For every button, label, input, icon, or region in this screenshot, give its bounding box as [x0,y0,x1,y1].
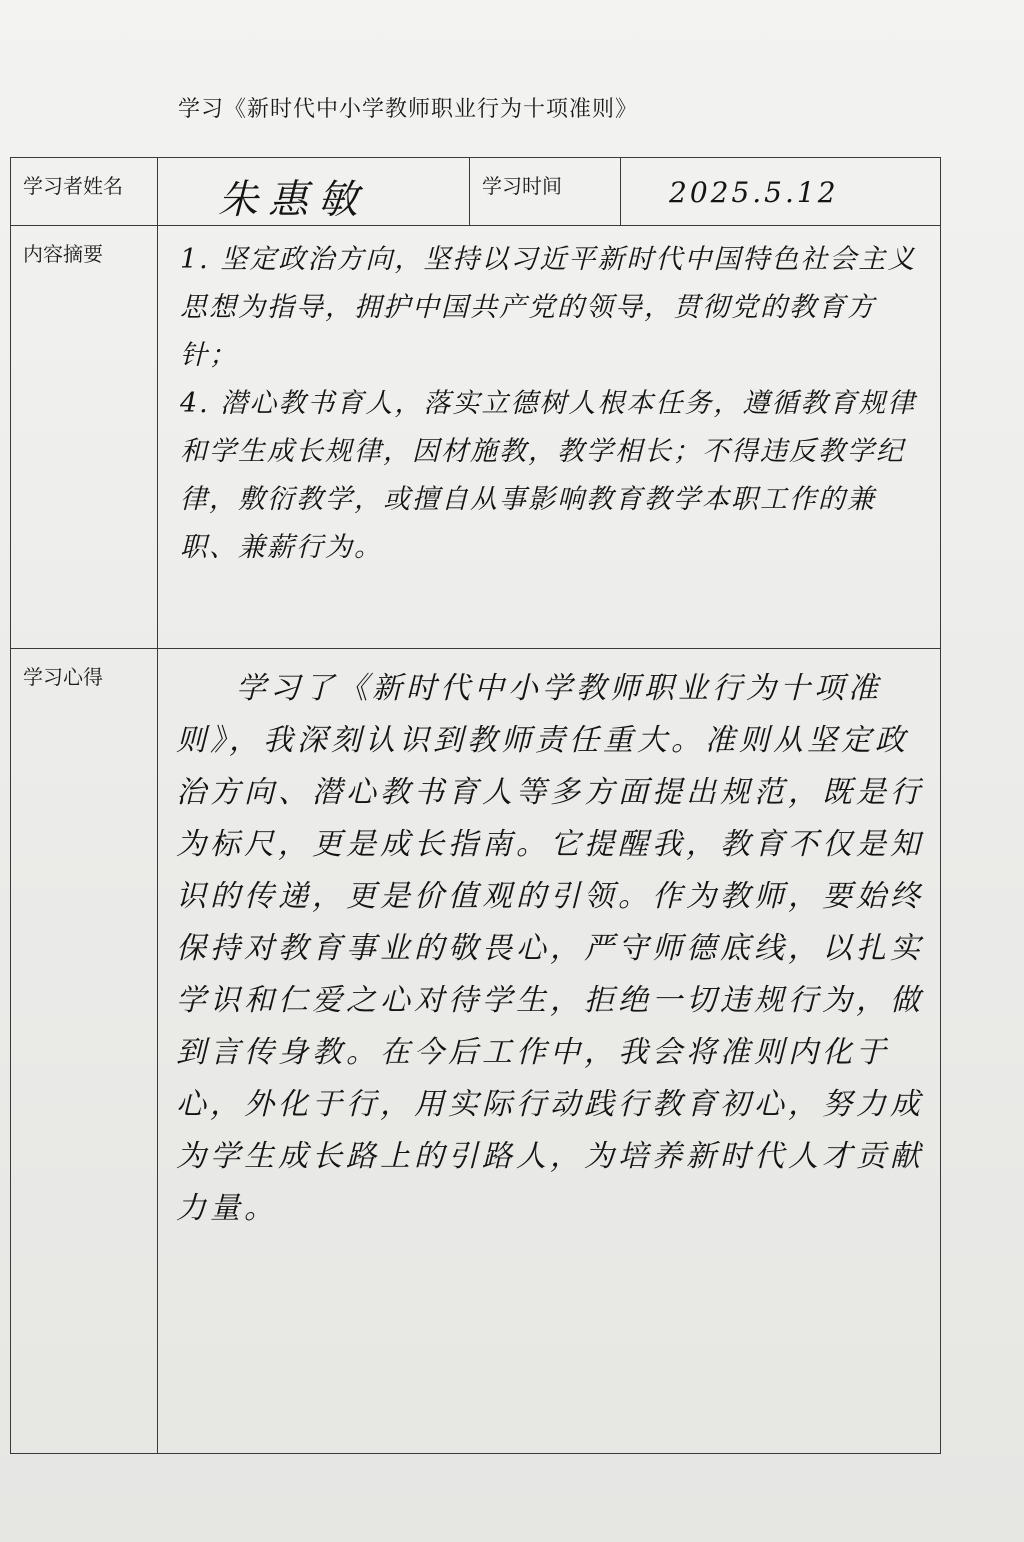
summary-row [11,226,941,649]
header-row [11,158,941,226]
content-summary-body [158,226,941,649]
learner-name-value: 朱惠敏 [158,158,470,226]
summary-item: 1. 坚定政治方向，坚持以习近平新时代中国特色社会主义思想为指导，拥护中国共产党的领导，贯彻党的教育方针； [180,244,917,371]
study-notes-body [158,649,941,1454]
study-record-table [10,157,941,1454]
study-time-value: 2025.5.12 [621,158,941,226]
study-notes-text: 学习了《新时代中小学教师职业行为十项准则》，我深刻认识到教师责任重大。准则从坚定政治方向、潜心教书育人等多方面提出规范，既是行为标尺，更是成长指南。它提醒我，教育不仅是知识的传递，更是价值观的引领。作为教师，要始终保持对教育事业的敬畏心，严守师德底线，以扎实学识和仁爱之心对待学生，拒绝一切违规行为，做到言传身教。在今后工作中，我会将准则内化于心，外化于行，用实际行动践行教育初心，努力成为学生成长路上的引路人，为培养新时代人才贡献力量。 [176,671,924,1226]
study-time-label: 学习时间 [470,158,621,226]
document-title: 学习《新时代中小学教师职业行为十项准则》 [178,97,639,122]
notes-row [11,649,941,1454]
content-summary-label: 内容摘要 [11,226,158,649]
study-notes-label: 学习心得 [11,649,158,1454]
learner-name-label: 学习者姓名 [11,158,158,226]
summary-item: 4. 潜心教书育人，落实立德树人根本任务，遵循教育规律和学生成长规律，因材施教，教学相长；不得违反教学纪律，敷衍教学，或擅自从事影响教育教学本职工作的兼职、兼薪行为。 [180,388,917,563]
